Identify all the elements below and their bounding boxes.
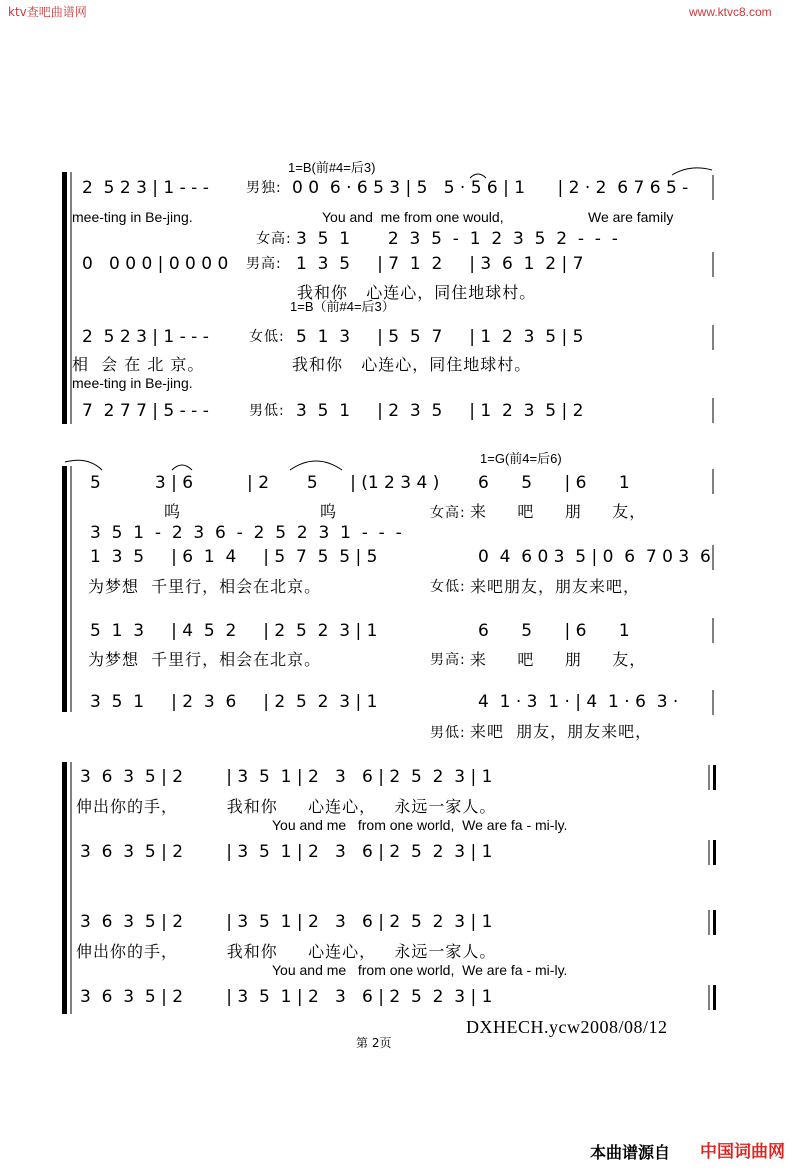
page-number: 第 2页: [356, 1036, 392, 1050]
notation-row: 3 6 3 5 | 2 | 3 5 1 | 2 3 6 | 2 5 2 3 | 1: [80, 842, 493, 862]
lyric-line: 来 吧 朋 友，: [470, 502, 647, 521]
lyric-line: 我和你 心连心，同住地球村。: [297, 283, 537, 302]
footer-source-label: 本曲谱源自: [590, 1143, 671, 1162]
voice-label: 男低:: [249, 403, 285, 419]
slur: [290, 461, 342, 470]
key-change: 1=B(前#4=后3): [288, 160, 376, 175]
notation-row: 3 6 3 5 | 2 | 3 5 1 | 2 3 6 | 2 5 2 3 | 1: [80, 767, 493, 787]
lyric-line: 呜: [320, 502, 338, 521]
voice-label: 女高:: [430, 505, 466, 521]
lyric-line: 伸出你的手， 我和你 心连心， 永远一家人。: [76, 797, 497, 816]
system-bracket: [62, 466, 67, 712]
notation-row: 5 1 3 | 4 5 2 | 2 5 2 3 | 1: [90, 621, 378, 641]
slur: [672, 168, 712, 175]
lyric-line: You and me from one world, We are fa - mi-ly.: [272, 962, 568, 978]
notation-row: 3 5 1 | 2 3 6 | 2 5 2 3 | 1: [90, 692, 378, 712]
header-site-url[interactable]: www.ktvc8.com: [689, 5, 772, 19]
lyric-line: You and me from one would,: [322, 209, 504, 225]
slur: [172, 465, 192, 470]
voice-label: 女低:: [249, 329, 285, 345]
notation-row: 0 0 0 0 | 0 0 0 0: [82, 254, 229, 274]
notation-row: 0 0 6 · 6 5 3 | 5 5 · 5 6 | 1 | 2 · 2 6 7 6 5 -: [292, 178, 689, 198]
voice-label: 男独:: [246, 180, 282, 196]
notation-row: 6 5 | 6 1: [478, 473, 630, 493]
voice-label: 女低:: [430, 579, 466, 595]
notation-row: 4 1 · 3 1 · | 4 1 · 6 3 ·: [478, 692, 679, 712]
lyric-line: 为梦想 千里行，相会在北京。: [88, 577, 322, 596]
key-change: 1=G(前4=后6): [480, 451, 562, 466]
notation-row: 0 4 6 0 3 5 | 0 6 7 0 3 6: [478, 547, 711, 567]
voice-label: 男低:: [430, 725, 466, 741]
lyric-line: 呜: [164, 502, 182, 521]
lyric-line: We are family: [588, 209, 674, 225]
key-change: 1=B（前#4=后3）: [290, 299, 395, 314]
notation-row: 3 6 3 5 | 2 | 3 5 1 | 2 3 6 | 2 5 2 3 | 1: [80, 912, 493, 932]
notation-row: 3 6 3 5 | 2 | 3 5 1 | 2 3 6 | 2 5 2 3 | 1: [80, 987, 493, 1007]
voice-label: 男高:: [430, 652, 466, 668]
voice-label: 女高:: [256, 231, 292, 247]
notation-row: 2 5 2 3 | 1 - - -: [82, 178, 209, 198]
notation-row: 7 2 7 7 | 5 - - -: [82, 401, 209, 421]
system-bracket: [62, 172, 67, 424]
lyric-line: 来 吧 朋 友，: [470, 650, 647, 669]
notation-row: 5 3 | 6 | 2 5 | (1 2 3 4 ): [90, 473, 440, 493]
lyric-line: 来吧朋友，朋友来吧，: [470, 577, 641, 596]
signature: DXHECH.ycw2008/08/12: [466, 1017, 668, 1037]
notation-row: 1 3 5 | 7 1 2 | 3 6 1 2 | 7: [296, 254, 584, 274]
lyric-line: You and me from one world, We are fa - mi-ly.: [272, 817, 568, 833]
lyric-line: 伸出你的手， 我和你 心连心， 永远一家人。: [76, 942, 497, 961]
notation-row: 3 5 1 | 2 3 5 | 1 2 3 5 | 2: [296, 401, 584, 421]
notation-row: 6 5 | 6 1: [478, 621, 630, 641]
notation-row: 3 5 1 - 2 3 6 - 2 5 2 3 1 - - -: [90, 523, 402, 543]
voice-label: 男高:: [246, 256, 282, 272]
footer-site-link[interactable]: 中国词曲网: [700, 1142, 785, 1162]
lyric-line: mee-ting in Be-jing.: [72, 209, 193, 225]
lyric-line: 相 会 在 北 京。: [72, 355, 205, 374]
notation-row: 3 5 1 2 3 5 - 1 2 3 5 2 - - -: [296, 229, 618, 249]
notation-row: 1 3 5 | 6 1 4 | 5 7 5 5 | 5: [90, 547, 378, 567]
lyric-line: 我和你 心连心，同住地球村。: [292, 355, 532, 374]
lyric-line: mee-ting in Be-jing.: [72, 375, 193, 391]
system-bracket: [62, 762, 67, 1014]
lyric-line: 为梦想 千里行，相会在北京。: [88, 650, 322, 669]
notation-row: 2 5 2 3 | 1 - - -: [82, 327, 209, 347]
header-site-name[interactable]: ktv查吧曲谱网: [8, 5, 87, 19]
notation-row: 5 1 3 | 5 5 7 | 1 2 3 5 | 5: [296, 327, 584, 347]
lyric-line: 来吧 朋友，朋友来吧，: [470, 722, 653, 741]
